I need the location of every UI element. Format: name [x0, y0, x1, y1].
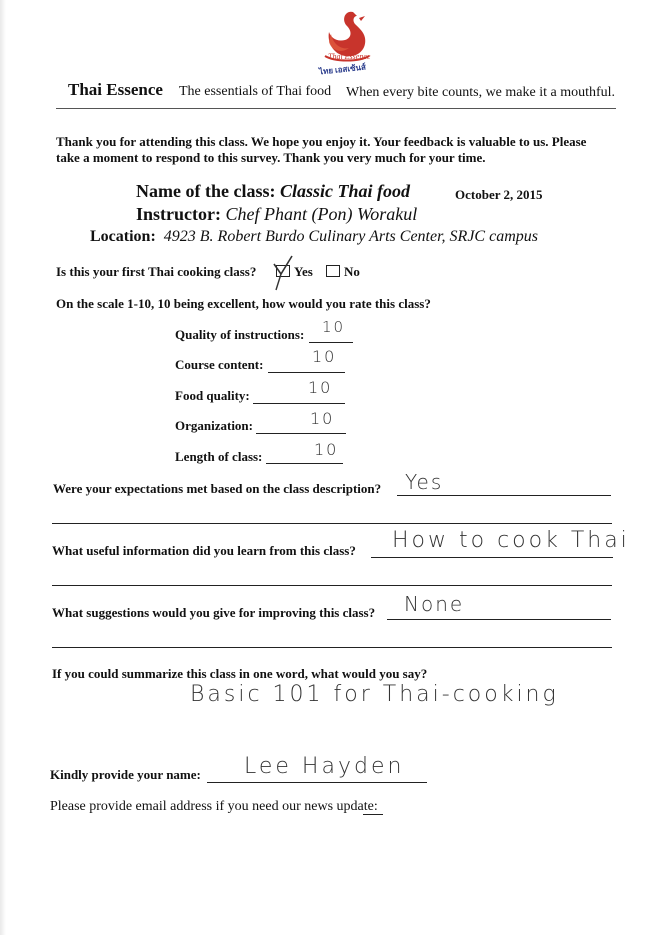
rating-label: Length of class:	[175, 449, 263, 464]
rating-line	[268, 372, 345, 373]
rating-line	[266, 463, 343, 464]
no-checkbox[interactable]	[326, 265, 340, 277]
rating-line	[256, 433, 346, 434]
suggestions-answer: None	[404, 592, 465, 616]
logo-text-th: ไทย เอสเซ้นส์	[318, 62, 367, 77]
location-value: 4923 B. Robert Burdo Culinary Arts Center, SRJC campus	[163, 228, 538, 245]
learned-question: What useful information did you learn from this class?	[52, 543, 356, 558]
no-label: No	[344, 264, 360, 279]
tagline: The essentials of Thai food	[179, 84, 332, 99]
rating-value: 10	[310, 409, 335, 428]
scale-question: On the scale 1-10, 10 being excellent, how would you rate this class?	[56, 296, 431, 311]
expectations-line	[397, 495, 611, 496]
class-name-label: Name of the class:	[136, 181, 276, 201]
one-word-question: If you could summarize this class in one word, what would you say?	[52, 666, 428, 681]
intro-line-2: take a moment to respond to this survey. Thank you very much for your time.	[56, 150, 486, 165]
logo	[319, 8, 375, 80]
instructor-row	[136, 204, 417, 225]
expectations-line-2	[52, 523, 612, 524]
header-divider	[56, 108, 616, 109]
rating-label: Quality of instructions:	[175, 327, 305, 342]
suggestions-question: What suggestions would you give for improving this class?	[52, 605, 376, 620]
slogan: When every bite counts, we make it a mouthful.	[346, 85, 616, 100]
email-line[interactable]	[363, 814, 383, 815]
first-class-no[interactable]	[326, 264, 360, 280]
learned-line	[371, 557, 613, 558]
suggestions-line	[387, 619, 611, 620]
rating-value: 10	[312, 347, 337, 366]
rating-value: 10	[322, 318, 346, 336]
location-row	[90, 228, 538, 246]
class-date: October 2, 2015	[455, 187, 543, 202]
name-answer: Lee Hayden	[244, 754, 405, 779]
rating-label: Course content:	[175, 357, 264, 372]
expectations-question: Were your expectations met based on the class description?	[53, 481, 382, 496]
yes-label: Yes	[294, 264, 313, 279]
one-word-answer: Basic 101 for Thai-cooking	[190, 682, 559, 707]
rating-line	[309, 342, 353, 343]
learned-line-2	[52, 585, 612, 586]
yes-check-mark-icon	[270, 252, 296, 292]
email-question: Please provide email address if you need our news update:	[50, 799, 378, 814]
instructor-label: Instructor:	[136, 204, 221, 224]
instructor-value: Chef Phant (Pon) Worakul	[225, 204, 418, 224]
rating-value: 10	[314, 440, 339, 459]
logo-text-en: Thai Essence	[328, 52, 371, 61]
location-label: Location:	[90, 228, 156, 245]
class-name-row	[136, 181, 410, 202]
scan-edge	[0, 0, 6, 935]
class-name-value: Classic Thai food	[279, 181, 410, 201]
suggestions-line-2	[52, 647, 612, 648]
learned-answer: How to cook Thai	[392, 528, 630, 553]
rating-line	[253, 403, 345, 404]
rating-label: Food quality:	[175, 388, 250, 403]
first-class-question: Is this your first Thai cooking class?	[56, 264, 257, 279]
rating-value: 10	[308, 378, 333, 397]
expectations-answer: Yes	[405, 470, 444, 494]
name-line	[207, 782, 427, 783]
brand-name: Thai Essence	[68, 80, 163, 99]
rating-label: Organization:	[175, 418, 253, 433]
name-question: Kindly provide your name:	[50, 767, 201, 782]
intro-line-1: Thank you for attending this class. We hope you enjoy it. Your feedback is valuable to us. Please	[56, 134, 587, 149]
